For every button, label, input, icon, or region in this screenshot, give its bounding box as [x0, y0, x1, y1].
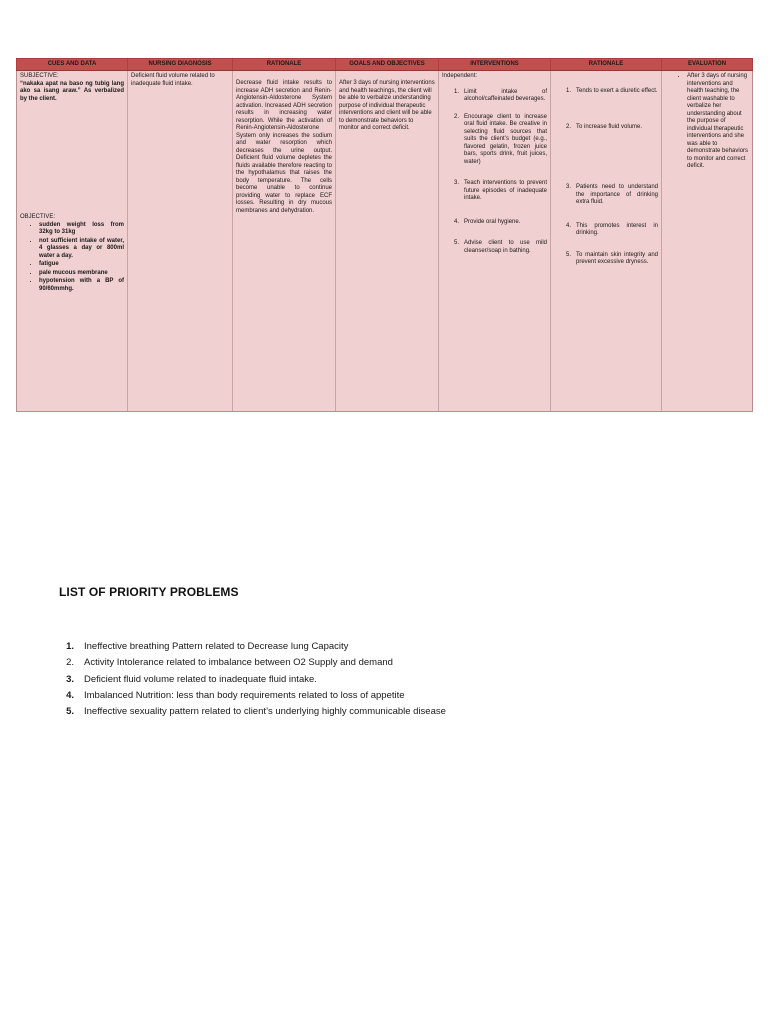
rationale-cell: [233, 71, 336, 412]
priority-item: [60, 674, 446, 690]
priority-item: [60, 641, 446, 657]
objective-item: • pale mucous membrane: [39, 270, 124, 278]
evaluation-text: • After 3 days of nursing interventions and health teaching, the client washable to verbalize her understanding about the purpose of individual therapeutic interventions and she was able to demonstrate behaviors to monitor and correct deficit.: [687, 73, 749, 171]
priority-number: 2.: [66, 657, 74, 669]
header-rationale-2: RATIONALE: [551, 59, 662, 71]
priority-number: 3.: [66, 673, 74, 685]
intervention-text: Limit intake of alcohol/caffeinated beverages.: [464, 88, 547, 102]
rationale-number: 3.: [566, 184, 572, 190]
cues-cell: [17, 71, 128, 412]
priority-item: [60, 690, 446, 706]
rationale-number: 1.: [566, 88, 572, 94]
priority-problems-title: LIST OF PRIORITY PROBLEMS: [59, 585, 239, 599]
intervention-text: Encourage client to increase oral fluid intake. Be creative in selecting fluid sources that suits the client’s budget (e.g., flavored gelatin, frozen juice bars, sports drink, fruit juices, water): [464, 113, 547, 165]
priority-item: [60, 657, 446, 673]
intervention-item: [442, 219, 547, 227]
objective-item: • sudden weight loss from 32kg to 31kg: [39, 222, 124, 237]
objective-item: • fatigue: [39, 261, 124, 269]
nursing-care-plan-table: [16, 58, 753, 412]
intervention-rationale-item: [554, 124, 658, 132]
goals-text: After 3 days of nursing interventions and health teachings, the client will be able to verbalize understanding purpose of individual therapeutic interventions and client will be able to demonstrate behaviors to monitor and correct deficit.: [339, 80, 435, 131]
header-evaluation: EVALUATION: [662, 59, 753, 71]
intervention-number: 5.: [454, 240, 460, 246]
intervention-item: [442, 180, 547, 203]
rationale-text: Patients need to understand the importance of drinking extra fluid.: [576, 184, 658, 205]
intervention-number: 3.: [454, 180, 460, 186]
priority-text: Deficient fluid volume related to inadequate fluid intake.: [84, 673, 317, 685]
intervention-text: Teach interventions to prevent future episodes of inadequate intake.: [464, 180, 547, 201]
header-goals-and-objectives: GOALS AND OBJECTIVES: [336, 59, 439, 71]
priority-number: 4.: [66, 689, 74, 701]
intervention-rationale-cell: [551, 71, 662, 412]
priority-text: Ineffective breathing Pattern related to Decrease lung Capacity: [84, 641, 349, 652]
rationale-text: Decrease fluid intake results to increase ADH secretion and Renin-Angiotensin-Aldosterone System activation. Increased ADH secretion results in increasing water resorption. While the activation of Renin-Angiotensin-Aldosterone System only increases the sodium and water resorption which decreases the urine output. Deficient fluid volume depletes the fluids available therefore reacting to the hypothalamus that raises the body temperature. The cells become unable to continue providing water to replace ECF losses. Resulting in dry mucous membranes and dehydration.: [236, 80, 332, 214]
priority-number: 1.: [66, 641, 74, 652]
objective-item: • not sufficient intake of water, 4 glasses a day or 800ml water a day.: [39, 238, 124, 261]
rationale-text: Tends to exert a diuretic effect.: [576, 88, 658, 94]
rationale-number: 5.: [566, 251, 572, 258]
subjective-text: “nakaka apat na baso ng tubig lang ako sa isang araw.” As verbalized by the client.: [20, 80, 124, 102]
evaluation-list: [665, 73, 749, 171]
intervention-item: [442, 114, 547, 167]
intervention-number: 4.: [454, 218, 460, 225]
objective-item: • hypotension with a BP of 90/60mmhg.: [39, 278, 124, 293]
table-row: [17, 71, 753, 412]
intervention-text: Provide oral hygiene.: [464, 218, 521, 225]
rationale-text: To maintain skin integrity and prevent excessive dryness.: [576, 251, 658, 265]
intervention-item: [442, 240, 547, 255]
subjective-label: SUBJECTIVE:: [20, 73, 59, 79]
table-header-row: [17, 59, 753, 71]
rationale-text: This promotes interest in drinking.: [576, 222, 658, 236]
header-cues-and-data: CUES AND DATA: [17, 59, 128, 71]
intervention-rationale-item: [554, 252, 658, 267]
priority-text: Activity Intolerance related to imbalance between O2 Supply and demand: [84, 657, 393, 669]
goals-cell: [336, 71, 439, 412]
objective-list: [20, 222, 124, 294]
evaluation-cell: [662, 71, 753, 412]
nursing-diagnosis-text: Deficient fluid volume related to inadequate fluid intake.: [131, 73, 215, 87]
objective-label: OBJECTIVE:: [20, 214, 56, 220]
intervention-rationale-item: [554, 88, 658, 96]
rationale-number: 2.: [566, 123, 572, 130]
priority-text: Imbalanced Nutrition: less than body requirements related to loss of appetite: [84, 689, 405, 701]
header-interventions: INTERVENTIONS: [439, 59, 551, 71]
rationale-text: To increase fluid volume.: [576, 123, 643, 130]
intervention-number: 2.: [454, 113, 460, 120]
rationale-number: 4.: [566, 222, 572, 229]
intervention-item: [442, 89, 547, 104]
priority-number: 5.: [66, 706, 74, 718]
intervention-rationale-item: [554, 223, 658, 238]
header-rationale: RATIONALE: [233, 59, 336, 71]
header-nursing-diagnosis: NURSING DIAGNOSIS: [128, 59, 233, 71]
priority-item: [60, 706, 446, 722]
intervention-number: 1.: [454, 88, 460, 95]
interventions-cell: [439, 71, 551, 412]
interventions-label: Independent:: [442, 73, 478, 79]
diagnosis-cell: [128, 71, 233, 412]
intervention-rationale-item: [554, 184, 658, 207]
priority-problems-list: [60, 641, 446, 722]
intervention-text: Advise client to use mild cleanser/soap in bathing.: [464, 240, 547, 254]
priority-text: Ineffective sexuality pattern related to client’s underlying highly communicable disease: [84, 706, 446, 718]
